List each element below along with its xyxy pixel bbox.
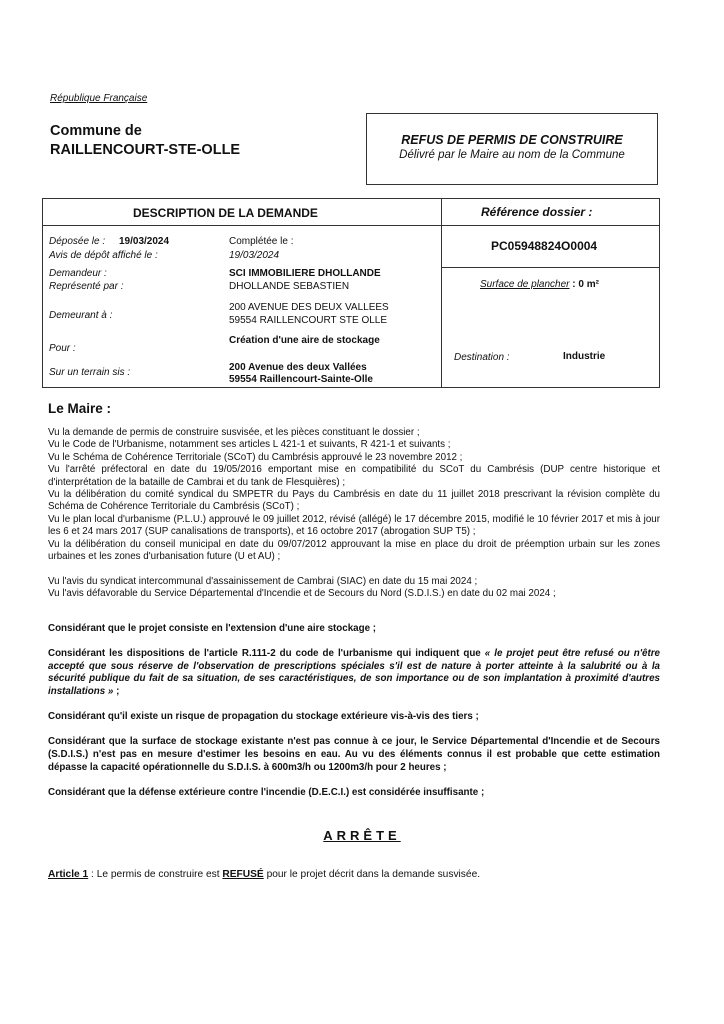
reference-value: PC05948824O0004 xyxy=(491,239,598,253)
considerant-5: Considérant que la défense extérieure contre l'incendie (D.E.C.I.) est considérée insuffisante ; xyxy=(48,786,485,798)
deposee-value: 19/03/2024 xyxy=(119,236,170,247)
commune-line-1: Commune de xyxy=(50,123,142,139)
considerants xyxy=(48,623,660,812)
commune-line-2: RAILLENCOURT-STE-OLLE xyxy=(50,142,241,158)
pour-label: Pour : xyxy=(49,343,76,354)
table-ref-divider xyxy=(442,267,660,268)
republic-label: République Française xyxy=(50,93,148,104)
article-text-b: pour le projet décrit dans la demande susvisée. xyxy=(263,869,481,880)
surface-label: Surface de plancher xyxy=(480,279,570,290)
considerant-3: Considérant qu'il existe un risque de propagation du stockage extérieure vis-à-vis des tiers ; xyxy=(48,711,479,723)
considerant-2-quote: « le projet peut être refusé ou n'être accepté que sous réserve de l'observation de prescriptions spéciales s'il est de nature à porter atteinte à la salubrité ou à la sécurité publique du fait de sa situation, de ses caractéristiques, de son importance ou de son implantation à proximité d'autres installations » xyxy=(48,648,660,697)
vu-item: Vu la délibération du conseil municipal en date du 09/07/2012 approuvant la mise en place du droit de préemption urbain sur les zones urbaines et les zones d'urbanisation future (U et AU) ; xyxy=(48,538,660,563)
vu-item: Vu le Code de l'Urbanisme, notamment ses articles L 421-1 et suivants, R 421-1 et suivants ; xyxy=(48,439,451,451)
destination-label: Destination : xyxy=(454,352,510,363)
article-1 xyxy=(48,869,480,880)
demande-table xyxy=(42,198,660,388)
decision-subtitle: Délivré par le Maire au nom de la Commune xyxy=(399,149,625,161)
vu-item: Vu la délibération du comité syndical du SMPETR du Pays du Cambrésis en date du 11 juillet 2018 prescrivant la révision complète du Schéma de Cohérence Territoriale du Cambrésis (SCoT) ; xyxy=(48,489,660,513)
completee-label: Complétée le : xyxy=(229,236,294,247)
terrain-line-2: 59554 Raillencourt-Sainte-Olle xyxy=(229,374,373,385)
considerant-2-end: ; xyxy=(113,685,120,697)
avis-label: Avis de dépôt affiché le : xyxy=(49,250,158,261)
demeurant-line-2: 59554 RAILLENCOURT STE OLLE xyxy=(229,315,388,326)
vu-item: Vu la demande de permis de construire susvisée, et les pièces constituant le dossier ; xyxy=(48,427,420,438)
surface-field xyxy=(480,279,599,290)
terrain-line-1: 200 Avenue des deux Vallées xyxy=(229,362,367,373)
arrete-title: ARRÊTE xyxy=(323,828,401,843)
considerant-1: Considérant que le projet consiste en l'extension d'une aire stockage ; xyxy=(48,623,377,634)
article-text-a: : Le permis de construire est xyxy=(88,869,223,880)
commune-name xyxy=(50,122,240,160)
demeurant-label: Demeurant à : xyxy=(49,310,113,321)
destination-value: Industrie xyxy=(563,351,606,362)
article-refuse: REFUSÉ xyxy=(222,869,264,880)
decision-box xyxy=(366,113,658,185)
represente-value: DHOLLANDE SEBASTIEN xyxy=(229,281,350,292)
section-title: DESCRIPTION DE LA DEMANDE xyxy=(133,206,318,220)
pour-value: Création d'une aire de stockage xyxy=(229,335,380,346)
vu-item: Vu le Schéma de Cohérence Territoriale (SCoT) du Cambrésis approuvé le 23 novembre 2012 ; xyxy=(48,451,463,463)
table-column-divider xyxy=(441,199,442,387)
vu-list xyxy=(48,427,660,601)
represente-label: Représenté par : xyxy=(49,281,124,292)
vu-item: Vu l'avis du syndicat intercommunal d'assainissement de Cambrai (SIAC) en date du 15 mai 2024 ; xyxy=(48,575,478,587)
considerant-2-intro: Considérant les dispositions de l'article R.111-2 du code de l'urbanisme qui indiquent que xyxy=(48,648,485,660)
considerant-2 xyxy=(48,648,660,698)
article-label: Article 1 xyxy=(48,869,89,880)
completee-value: 19/03/2024 xyxy=(229,250,280,261)
table-header-divider xyxy=(43,225,659,226)
demandeur-value: SCI IMMOBILIERE DHOLLANDE xyxy=(229,268,381,279)
decision-title: REFUS DE PERMIS DE CONSTRUIRE xyxy=(401,133,623,147)
maire-title: Le Maire : xyxy=(48,401,112,416)
considerant-4: Considérant que la surface de stockage existante n'est pas connue à ce jour, le Service Départemental d'Incendie et de Secours (S.D.I.S.) n'est pas en mesure d'estimer les besoins en eau. Au vu des éléments connus il est probable que cette estimation dépasse la capacité opérationnelle du S.D.I.S. à 600m3/h ou 1200m3/h pour 2 heures ; xyxy=(48,736,660,773)
vu-item: Vu l'avis défavorable du Service Départemental d'Incendie et de Secours du Nord (S.D.I.S.) en date du 02 mai 2024 ; xyxy=(48,588,556,600)
vu-item: Vu l'arrêté préfectoral en date du 19/05/2016 emportant mise en compatibilité du SCoT du Cambrésis (DUP centre historique et d'interprétation de la bataille de Cambrai et du tank de Flesquières) ; xyxy=(48,464,660,488)
deposee-label: Déposée le : xyxy=(49,236,106,247)
vu-item: Vu le plan local d'urbanisme (P.L.U.) approuvé le 09 juillet 2012, révisé (allégé) le 17 décembre 2015, modifié le 10 février 2017 et mis à jour les 6 et 24 mars 2017 (SUP canalisations de transports), et 16 octobre 2017 (abrogation SUP T5) ; xyxy=(48,513,660,538)
terrain-label: Sur un terrain sis : xyxy=(49,367,131,378)
demandeur-label: Demandeur : xyxy=(49,268,107,279)
reference-title: Référence dossier : xyxy=(481,205,593,219)
demeurant-line-1: 200 AVENUE DES DEUX VALLEES xyxy=(229,302,389,313)
surface-value: : 0 m² xyxy=(572,279,599,290)
